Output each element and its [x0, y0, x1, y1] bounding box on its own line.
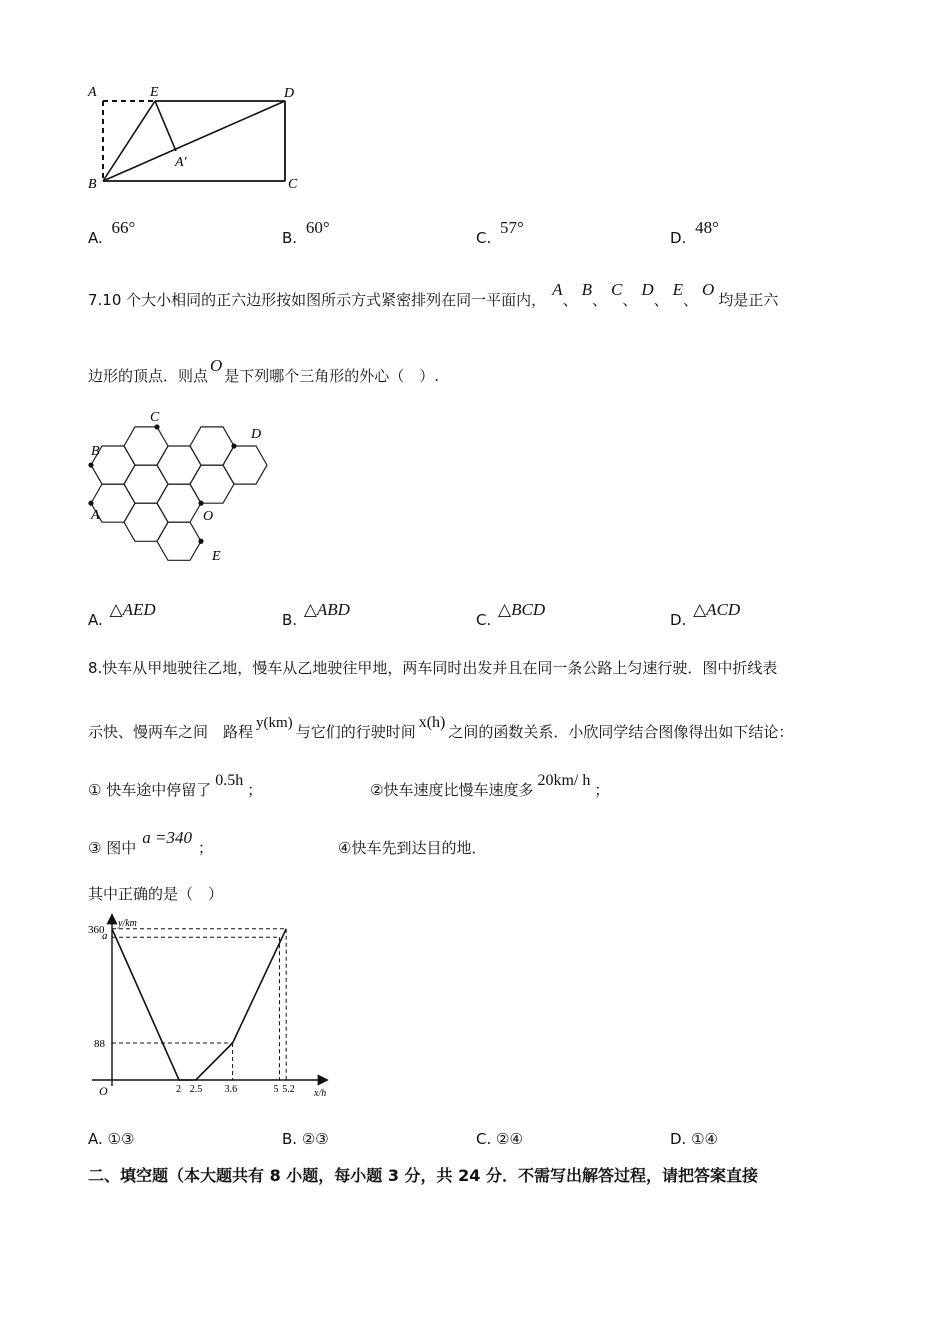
hex-label-o: O	[203, 509, 214, 524]
q8-option-b[interactable]: B. ②③	[282, 1130, 329, 1148]
q8-conclusion-1: ① 快车途中停留了0.5h；	[88, 772, 263, 799]
hex-label-a: A	[91, 508, 100, 523]
q8-stem-line2: 示快、慢两车之间 路程 y(km) 与它们的行驶时间x(h)之间的函数关系．小欣同学结合图像得出如下结论：	[88, 714, 794, 741]
hexagon-5	[157, 446, 201, 484]
x-tick-2: 2	[176, 1084, 181, 1095]
q8-conclusion-4: ④快车先到达目的地．	[338, 839, 487, 857]
y-axis-label: y/km	[118, 918, 137, 929]
x-axis-label: x/h	[314, 1088, 327, 1099]
hexagon-2	[124, 427, 168, 465]
hexagon-6	[157, 484, 201, 522]
label-b: B	[88, 177, 97, 192]
q6-option-b[interactable]: B. 60°	[282, 218, 330, 247]
hexagon-10	[223, 446, 267, 484]
dot-c	[154, 424, 159, 429]
x-tick-5: 5	[273, 1084, 279, 1095]
q8-option-a[interactable]: A. ①③	[88, 1130, 135, 1148]
hexagon-7	[157, 522, 201, 560]
label-c: C	[288, 177, 298, 192]
distance-time-chart	[82, 908, 342, 1103]
x-tick-2.5: 2.5	[189, 1084, 203, 1095]
hex-label-c: C	[150, 410, 160, 425]
dot-e	[198, 539, 203, 544]
q6-option-c[interactable]: C. 57°	[476, 218, 524, 247]
hexagon-figure	[82, 405, 282, 570]
dot-o	[198, 501, 203, 506]
label-d: D	[284, 86, 295, 101]
q7-option-c[interactable]: C. △BCD	[476, 600, 546, 629]
q7-option-d[interactable]: D. △ACD	[670, 600, 741, 629]
hex-label-d: D	[251, 427, 262, 442]
y-tick-a: a	[102, 930, 108, 943]
q7-stem-line1: 7.10 个大小相同的正六边形按如图所示方式紧密排列在同一平面内，A、B、C、D、E、O均是正六	[88, 280, 779, 309]
q7-stem-line2: 边形的顶点．则点O是下列哪个三角形的外心（ ）.	[88, 356, 440, 385]
dot-a	[88, 501, 93, 506]
hexagon-3	[124, 465, 168, 503]
hexagon-4	[124, 503, 168, 541]
label-a: A	[88, 85, 97, 100]
dot-d	[231, 443, 236, 448]
y-tick-360: 360	[88, 923, 105, 936]
series-line	[112, 929, 286, 1080]
q8-stem-line1: 8.快车从甲地驶往乙地，慢车从乙地驶往甲地，两车同时出发并且在同一条公路上匀速行驶．图中折线表	[88, 659, 778, 677]
section-2-heading: 二、填空题（本大题共有 8 小题，每小题 3 分，共 24 分．不需写出解答过程，请把答案直接	[88, 1166, 758, 1185]
q8-conclusion-3: ③ 图中a =340；	[88, 828, 213, 857]
q8-option-c[interactable]: C. ②④	[476, 1130, 523, 1148]
hex-label-b: B	[91, 444, 100, 459]
q6-option-d[interactable]: D. 48°	[670, 218, 719, 247]
origin-label: O	[99, 1084, 108, 1098]
dot-b	[88, 462, 93, 467]
q8-conclusion-2: ②快车速度比慢车速度多20km/ h；	[370, 772, 610, 799]
hex-label-e: E	[212, 549, 221, 564]
q6-option-a[interactable]: A. 66°	[88, 218, 136, 247]
q8-question: 其中正确的是（ ）	[88, 885, 224, 903]
q7-option-a[interactable]: A. △AED	[88, 600, 156, 629]
hexagon-9	[190, 465, 234, 503]
hexagon-8	[190, 427, 234, 465]
x-tick-5.2: 5.2	[282, 1084, 295, 1095]
x-tick-3.6: 3.6	[224, 1084, 238, 1095]
label-e: E	[150, 85, 159, 100]
rectangle-fold-figure	[80, 78, 310, 198]
y-tick-88: 88	[94, 1038, 105, 1051]
q7-option-b[interactable]: B. △ABD	[282, 600, 350, 629]
label-a-prime: A′	[175, 155, 187, 170]
q8-option-d[interactable]: D. ①④	[670, 1130, 719, 1148]
